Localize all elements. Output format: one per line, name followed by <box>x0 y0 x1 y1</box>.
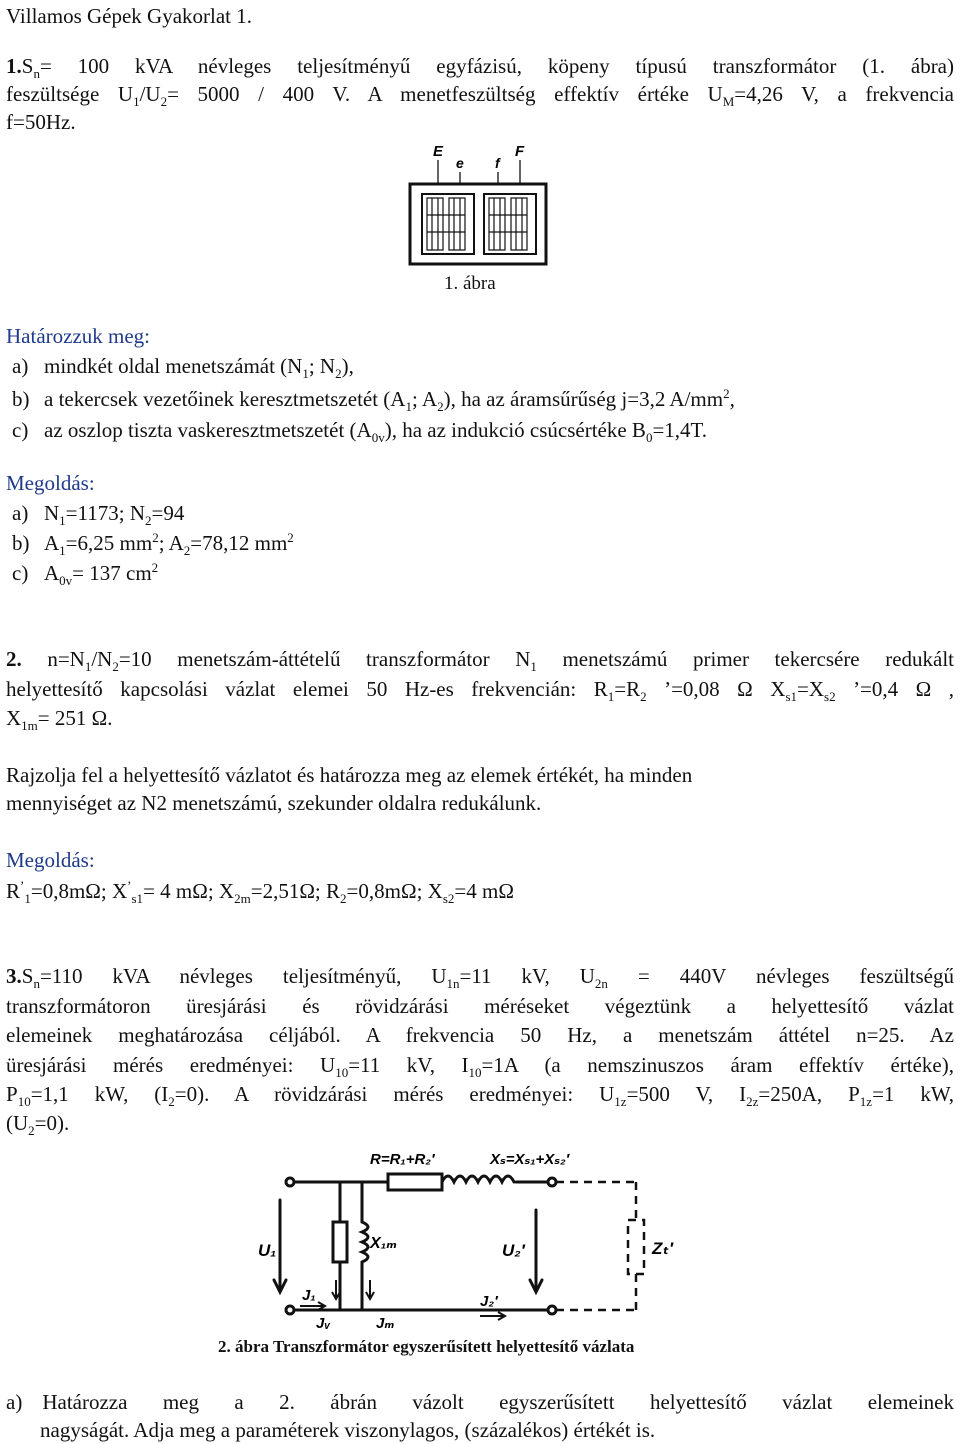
label-U1: U₁ <box>258 1241 277 1260</box>
problem3-line3: elemeinek meghatározása céljából. A frekvencia 50 Hz, a menetszám áttétel n=25. Az <box>6 1023 954 1047</box>
label-Jv: Jᵥ <box>316 1315 331 1330</box>
problem3-line5: $P_{10}=1,1$ kW, $(I_2=0)$. A rövidzárási mérés eredményei: $U_{1z}=500$ V, $I_{2z}=250A$, $P_{1z}=1$ kW, <box>6 1082 954 1110</box>
problem2-line1: 2. $n=N_1/N_2=10$ menetszám-áttételű transzformátor $N_1$ menetszámú primer tekercsére redukált <box>6 647 954 675</box>
problem2-solution: $R^’_1=0,8m\Omega$; $X^’_{s1}= 4$ mΩ; $X_{2m}=2,51\Omega$; $R_2=0,8m\Omega$; $X_{s2}=4$ mΩ <box>6 878 514 907</box>
label-J2: J₂′ <box>480 1293 498 1310</box>
problem2-line2: helyettesítő kapcsolási vázlat elemei 50 Hz-es frekvencián: $R_1=R_2$ ’=0,08 Ω $X_{s1}=X_{s2}$ ’=0,4 Ω , <box>6 677 954 705</box>
problem3-line6: $(U_2=0)$. <box>6 1111 70 1139</box>
label-Zt: Zₜ′ <box>652 1239 674 1258</box>
problem2-solution-label: Megoldás: <box>6 848 95 872</box>
figure1-label-F: F <box>515 143 525 160</box>
document-page: Villamos Gépek Gyakorlat 1. $1.S_n= 100$ kVA névleges teljesítményű egyfázisú, köpeny típusú transzformátor (1. ábra) feszültsége $U_1/U_2= 5000 / 400$ V. A menetfeszültség effektív értéke $U_M=4,26$ V, a frekvencia f=50Hz. E e f F 1. ábra Határozzuk meg: a) mindkét oldal menetszámát ($N_1$; $N_2$), b) a tekercsek vezetőinek keresztmetszetét ($A_1$; $A_2$), ha az áramsűrűség j=3,2 $A/mm^2$, c) az oszlop tiszta vaskeresztmetszetét $(A_{0v})$, ha az indukció csúcsértéke $B_0=1,4T$. Megoldás: a) $N_1=1173$; $N_2=94$ b) $A_1=6,25$ $mm^2$; $A_2=78,12$ $mm^2$ c) $A_{0v}= 137$ $cm^2$ 2. $n=N_1/N_2=10$ menetszám-áttételű transzformátor $N_1$ menetszámú primer tekercsére redukált helyettesítő kapcsolási vázlat elemei 50 Hz-es frekvencián: $R_1=R_2$ ’=0,08 Ω $X_{s1}=X_{s2}$ ’=0,4 Ω , $X_{1m}= 251$ Ω. Rajzolja fel a helyettesítő vázlatot és határozza meg az elemek értékét, ha minden mennyiséget az N2 menetszámú, szekunder oldalra redukálunk. Megoldás: $R^’_1=0,8m\Omega$; $X^’_{s1}= 4$ mΩ; $X_{2m}=2,51\Omega$; $R_2=0,8m\Omega$; $X_{s2}=4$ mΩ $3.S_n=110$ kVA névleges teljesítményű, $U_{1n}=11$ kV, $U_{2n} = 440V$ névleges feszültségű transzformátoron üresjárási és rövidzárási méréseket végeztünk a helyettesítő vázlat elemeinek meghatározása céljából. A frekvencia 50 Hz, a menetszám áttétel n=25. Az üresjárási mérés eredményei: $U_{10}=11$ kV, $I_{10}=1A$ (a nemszinuszos áram effektív értéke), $P_{10}=1,1$ kW, $(I_2=0)$. A rövidzárási mérés eredményei: $U_{1z}=500$ V, $I_{2z}=250A$, $P_{1z}=1$ kW, $(U_2=0)$. R=R₁+R₂′ Xₛ=Xₛ₁+Xₛ₂′ U₁ X₁ₘ U₂′ Zₜ′ J₁ Jᵥ Jₘ J₂′ 2. ábra Transzformátor egyszerűsített helyettesítő vázlata a) Határozza meg a 2. ábrán vázolt egyszerűsített helyettesítő vázlat elemeinek nagyságát. Adja meg a paraméterek viszonylagos, (százalékos) értékét is. <box>6 4 954 1442</box>
figure2-caption: 2. ábra Transzformátor egyszerűsített helyettesítő vázlata <box>218 1337 635 1356</box>
problem3-line1: $3.S_n=110$ kVA névleges teljesítményű, $U_{1n}=11$ kV, $U_{2n} = 440V$ névleges feszültségű <box>6 964 954 992</box>
problem2-para2-line2: mennyiséget az N2 menetszámú, szekunder oldalra redukálunk. <box>6 791 542 815</box>
label-R-eq: R=R₁+R₂′ <box>370 1151 435 1168</box>
label-J1: J₁ <box>302 1287 316 1304</box>
label-U2: U₂′ <box>502 1241 525 1260</box>
problem1-line1: $1.S_n= 100$ kVA névleges teljesítményű egyfázisú, köpeny típusú transzformátor (1. ábra) <box>6 54 954 82</box>
problem1-line3: f=50Hz. <box>6 110 76 134</box>
figure1-transformer-core <box>400 140 560 270</box>
figure1-label-f: f <box>495 155 500 171</box>
document-title: Villamos Gépek Gyakorlat 1. <box>6 4 253 28</box>
problem2-line3: $X_{1m}= 251$ Ω. <box>6 706 113 734</box>
label-Jm: Jₘ <box>376 1315 395 1330</box>
problem2-para2-line1: Rajzolja fel a helyettesítő vázlatot és határozza meg az elemek értékét, ha minden <box>6 763 693 787</box>
figure1-caption: 1. ábra <box>444 273 496 294</box>
figure1-label-e: e <box>456 155 464 171</box>
problem-number: 1. <box>6 54 22 78</box>
problem1-solution-label: Megoldás: <box>6 471 95 495</box>
figure1-label-E: E <box>433 143 444 160</box>
problem1-ask: Határozzuk meg: <box>6 324 151 348</box>
problem-number: 3. <box>6 964 22 988</box>
problem1-line2: feszültsége $U_1/U_2= 5000 / 400$ V. A menetfeszültség effektív értéke $U_M=4,26$ V, a frekvencia <box>6 82 954 110</box>
problem3-line4: üresjárási mérés eredményei: $U_{10}=11$ kV, $I_{10}=1A$ (a nemszinuszos áram effektív értéke), <box>6 1053 954 1081</box>
label-Xs-eq: Xₛ=Xₛ₁+Xₛ₂′ <box>490 1151 570 1168</box>
problem3-line2: transzformátoron üresjárási és rövidzárási méréseket végeztünk a helyettesítő vázlat <box>6 994 954 1018</box>
figure2-equivalent-circuit <box>240 1140 680 1330</box>
problem-number: 2. <box>6 647 22 671</box>
problem3-task-line2: nagyságát. Adja meg a paraméterek viszonylagos, (százalékos) értékét is. <box>40 1418 656 1442</box>
problem3-task-line1: a) Határozza meg a 2. ábrán vázolt egyszerűsített helyettesítő vázlat elemeinek <box>6 1390 954 1414</box>
label-X1m: X₁ₘ <box>370 1235 397 1252</box>
